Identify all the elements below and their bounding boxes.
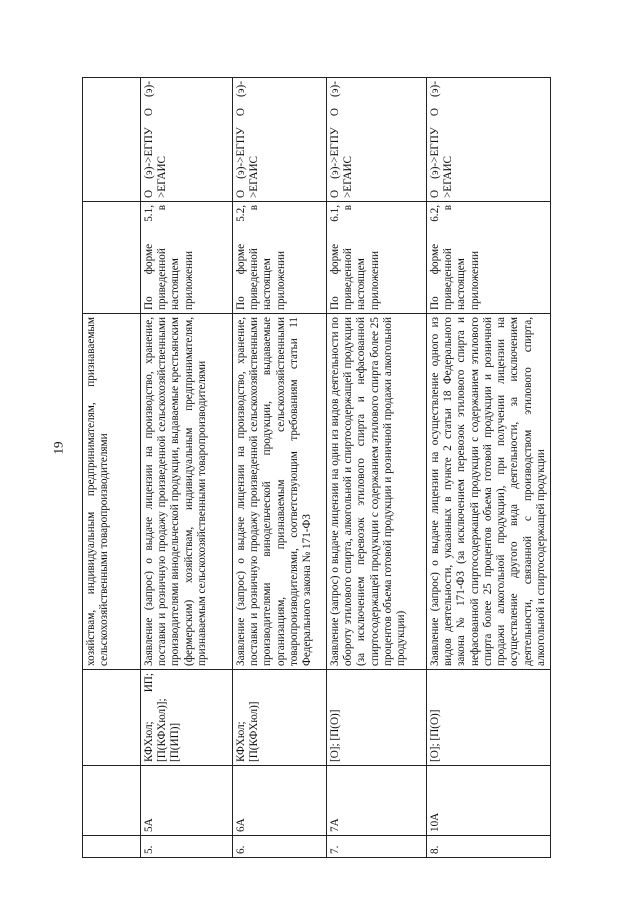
row-subject: [О]; [П(О)] xyxy=(427,670,551,766)
row-destination: О (э)->ЕГПУ О (э)->ЕГАИС xyxy=(141,78,233,202)
row-code: 6А xyxy=(233,766,327,836)
row-code: 5А xyxy=(141,766,233,836)
row-form xyxy=(83,202,141,314)
row-destination: О (э)->ЕГПУ О (э)->ЕГАИС xyxy=(233,78,327,202)
row-name: Заявление (запрос) о выдаче лицензии на производство, хранение, поставки и розничную продажу произведенной сельскохозяйственными производителями винодельческой продукции, выдаваемые организациям, признаваемым сельскохозяйственными товаропроизводителями, соответствующим требованиям статьи 11 Федерального закона № 171-ФЗ xyxy=(233,314,327,670)
table-row xyxy=(83,78,141,858)
table-row xyxy=(233,78,327,858)
row-subject xyxy=(83,670,141,766)
table-row xyxy=(141,78,233,858)
row-form: По форме 6.2, приведенной в настоящем приложении xyxy=(427,202,551,314)
row-number xyxy=(83,836,141,858)
row-destination xyxy=(83,78,141,202)
row-number: 8. xyxy=(427,836,551,858)
row-name: Заявление (запрос) о выдаче лицензии на производство, хранение, поставки и розничную продажу произведенной сельскохозяйственными производителями винодельческой продукции, выдаваемые крестьянским (фермерским) хозяйствам, индивидуальным предпринимателям, признаваемым сельскохозяйственными товаропроизводителями xyxy=(141,314,233,670)
page-number: 19 xyxy=(50,441,66,455)
row-code xyxy=(83,766,141,836)
row-number: 7. xyxy=(327,836,427,858)
row-name: Заявление (запрос) о выдаче лицензии на один из видов деятельности по обороту этилового спирта, алкогольной и спиртосодержащей продукции (за исключением перевозок этилового спирта и нефасованной спиртосодержащей продукции с содержанием этилового спирта более 25 процентов объема готовой продукции и розничной продажи алкогольной продукции) xyxy=(327,314,427,670)
row-form: По форме 6.1, приведенной в настоящем приложении xyxy=(327,202,427,314)
row-subject: КФХюл; ИП; [П(КФХюл)]; [П(ИП)] xyxy=(141,670,233,766)
row-name: Заявление (запрос) о выдаче лицензии на осуществление одного из видов деятельности, указанных в пункте 2 статьи 18 Федерального закона № 171-ФЗ (за исключением перевозок этилового спирта и нефасованной спиртосодержащей продукции с содержанием этилового спирта более 25 процентов объема готовой продукции и розничной продажи алкогольной продукции), при получении лицензии на осуществление другого вида деятельности, за исключением деятельности, связанной с производством этилового спирта, алкогольной и спиртосодержащей продукции xyxy=(427,314,551,670)
document-table-wrapper xyxy=(82,78,552,858)
table-row xyxy=(327,78,427,858)
document-table xyxy=(82,77,551,858)
row-code: 10А xyxy=(427,766,551,836)
row-subject: КФХюл; [П(КФХюл)] xyxy=(233,670,327,766)
row-destination: О (э)->ЕГПУ О (э)->ЕГАИС xyxy=(327,78,427,202)
row-number: 6. xyxy=(233,836,327,858)
row-form: По форме 5.2, приведенной в настоящем приложении xyxy=(233,202,327,314)
row-number: 5. xyxy=(141,836,233,858)
row-destination: О (э)->ЕГПУ О (э)->ЕГАИС xyxy=(427,78,551,202)
row-name: хозяйствам, индивидуальным предпринимателям, признаваемым сельскохозяйственными товаропроизводителями xyxy=(83,314,141,670)
row-form: По форме 5.1, приведенной в настоящем приложении xyxy=(141,202,233,314)
row-subject: [О]; [П(О)] xyxy=(327,670,427,766)
table-row xyxy=(427,78,551,858)
row-code: 7А xyxy=(327,766,427,836)
